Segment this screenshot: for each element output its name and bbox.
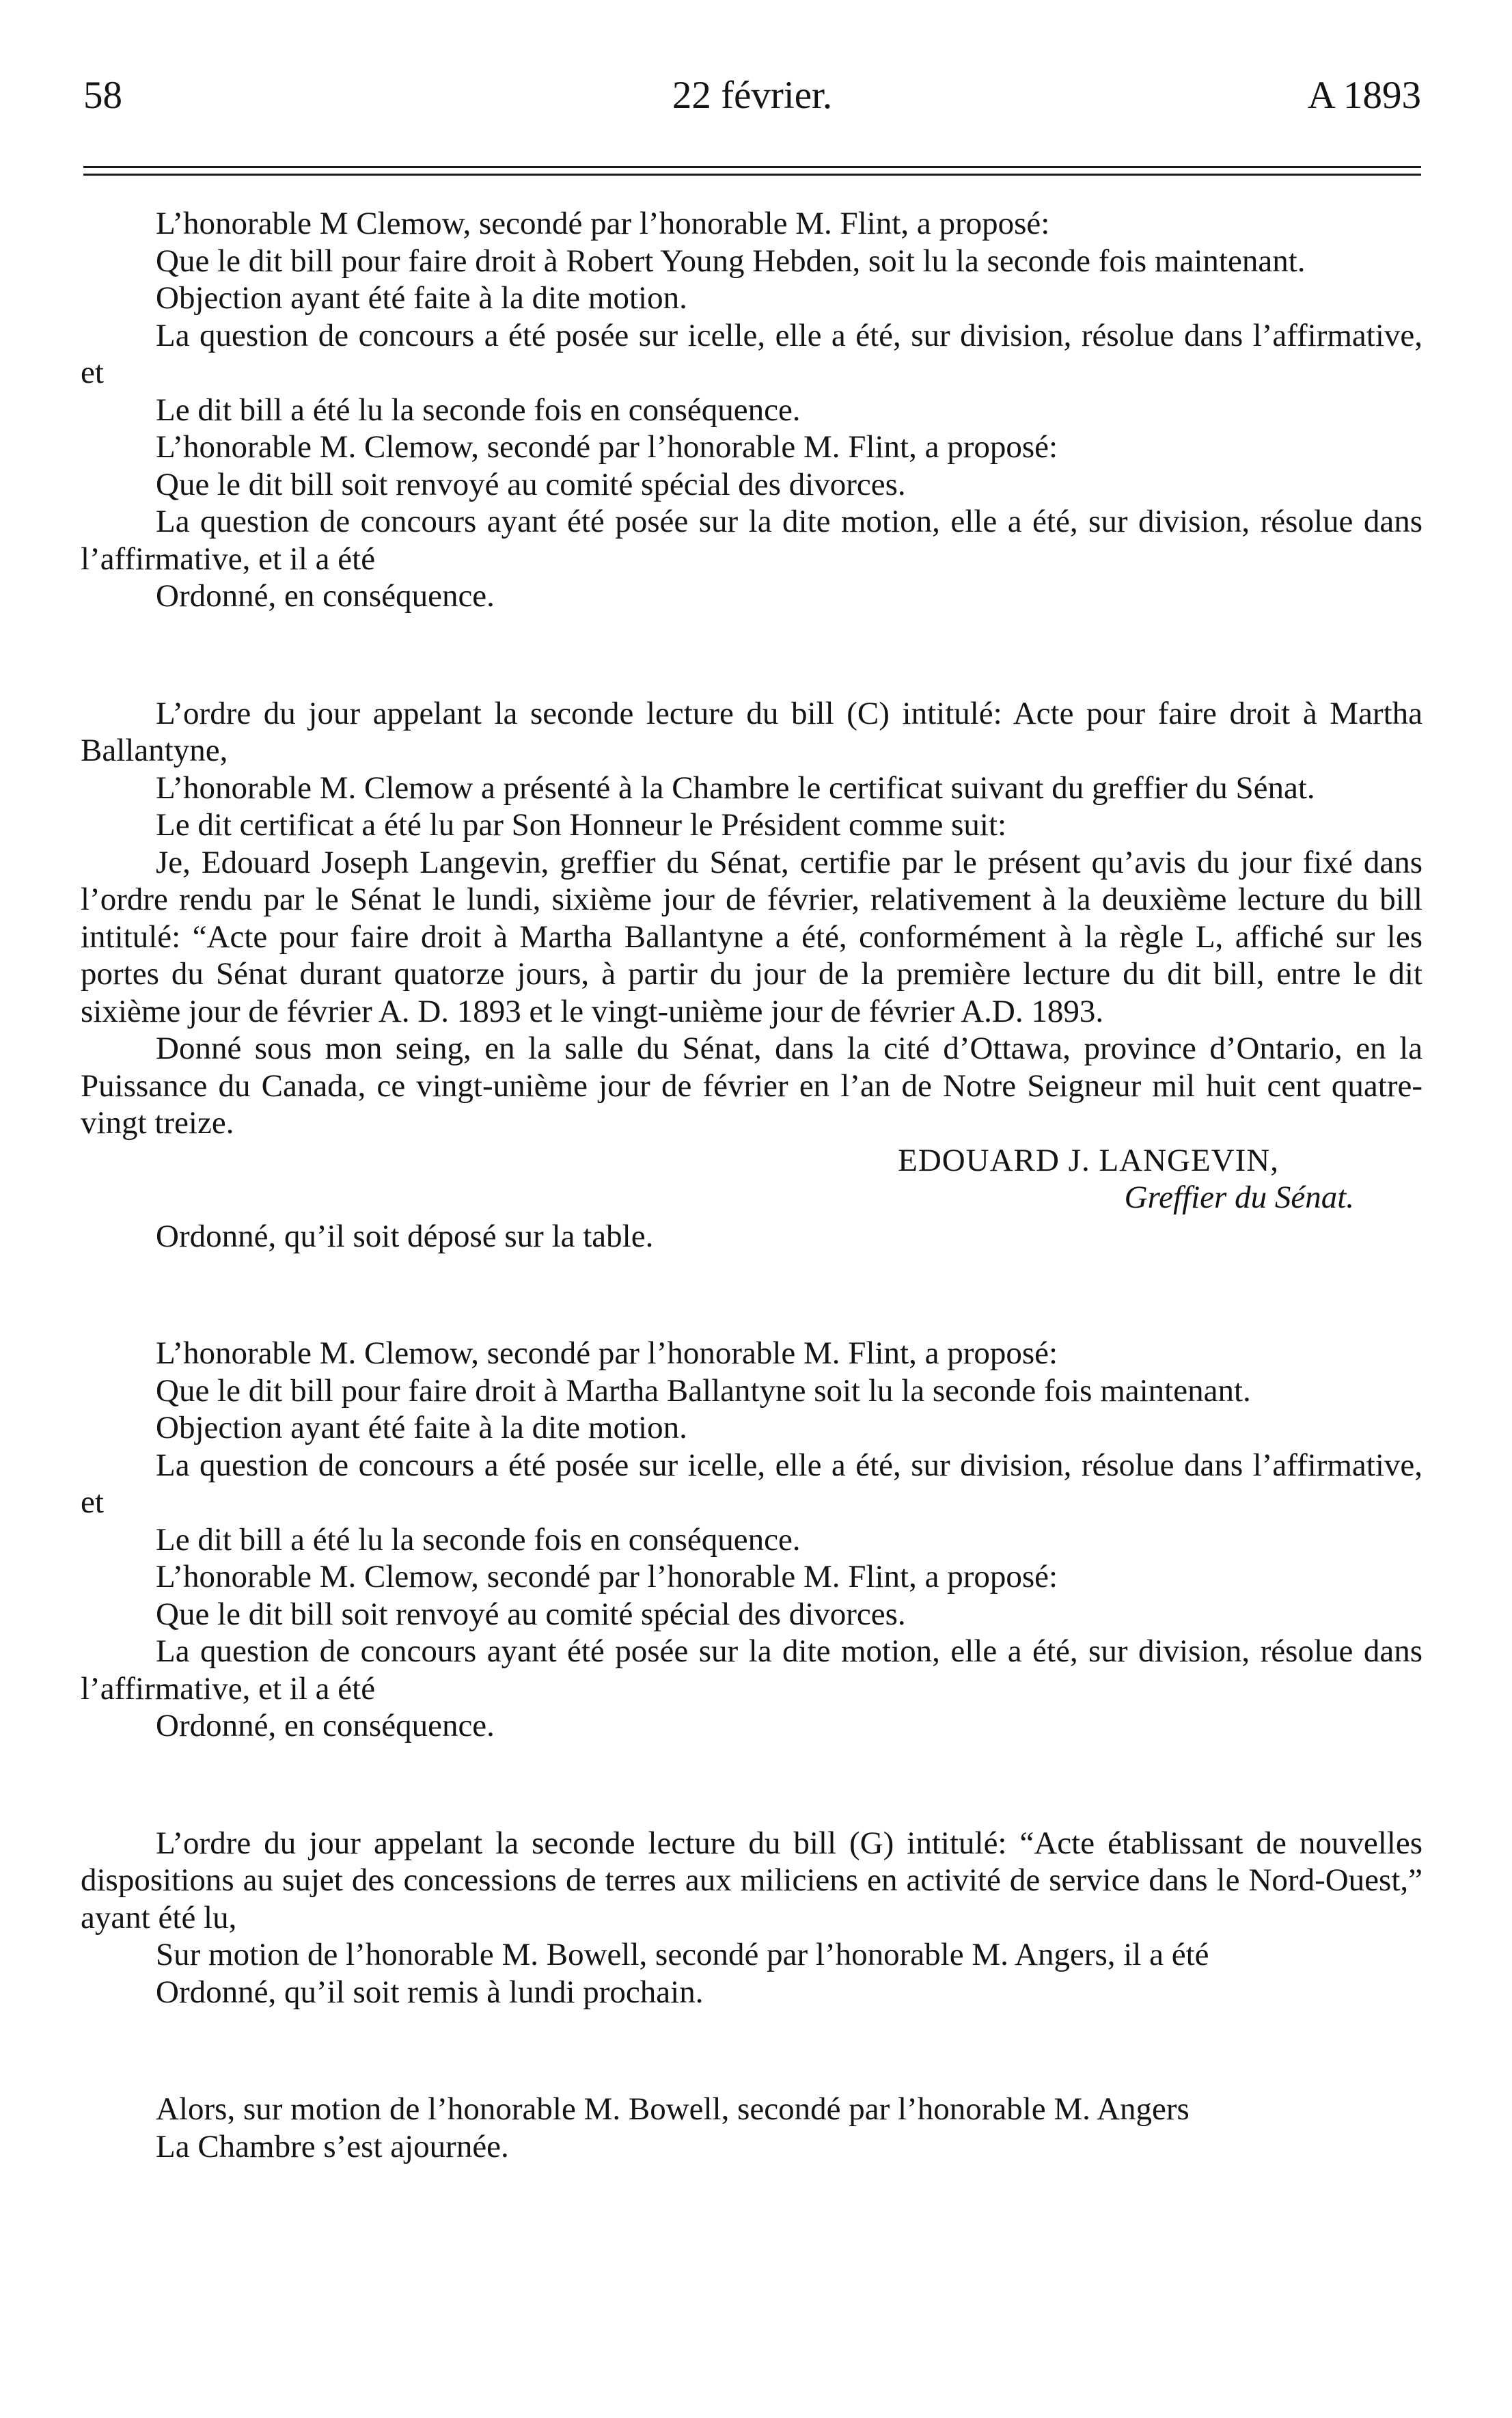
paragraph: Le dit certificat a été lu par Son Honneur le Président comme suit:: [156, 807, 1007, 843]
header-rule-bottom: [83, 174, 1421, 176]
paragraph: Alors, sur motion de l’honorable M. Bowell, secondé par l’honorable M. Angers: [156, 2091, 1190, 2127]
paragraph: Le dit bill a été lu la seconde fois en conséquence.: [156, 392, 801, 428]
certificate-paragraph: Je, Edouard Joseph Langevin, greffier du Sénat, certifie par le présent qu’avis du jour fixé dans l’ordre rendu par le Sénat le lundi, sixième jour de février, relativement à la deuxième lecture du bill intitulé: “Acte pour faire droit à Martha Ballantyne a été, conformément à la règle L, affiché sur les portes du Sénat durant quatorze jours, à partir du jour de la première lecture du dit bill, entre le dit sixième jour de février A. D. 1893 et le vingt-unième jour de février A.D. 1893.: [81, 844, 1422, 1029]
paragraph: Ordonné, en conséquence.: [156, 578, 495, 614]
paragraph: Que le dit bill pour faire droit à Robert Young Hebden, soit lu la seconde fois maintenant.: [156, 243, 1306, 279]
paragraph: Que le dit bill soit renvoyé au comité spécial des divorces.: [156, 466, 906, 502]
paragraph: L’honorable M. Clemow a présenté à la Chambre le certificat suivant du greffier du Sénat.: [156, 770, 1315, 806]
signature-name: EDOUARD J. LANGEVIN,: [898, 1142, 1279, 1178]
page-date: 22 février.: [672, 74, 833, 117]
paragraph: Ordonné, en conséquence.: [156, 1708, 495, 1743]
paragraph: L’honorable M Clemow, secondé par l’honorable M. Flint, a proposé:: [156, 206, 1050, 241]
paragraph: Que le dit bill soit renvoyé au comité spécial des divorces.: [156, 1596, 906, 1632]
paragraph: La question de concours a été posée sur icelle, elle a été, sur division, résolue dans l’affirmative, et: [81, 317, 1422, 390]
paragraph: L’ordre du jour appelant la seconde lecture du bill (G) intitulé: “Acte établissant de nouvelles dispositions au sujet des concessions de terres aux miliciens en activité de service dans le Nord-Ouest,” ayant été lu,: [81, 1825, 1422, 1935]
paragraph: L’ordre du jour appelant la seconde lecture du bill (C) intitulé: Acte pour faire droit à Martha Ballantyne,: [81, 695, 1422, 768]
paragraph: L’honorable M. Clemow, secondé par l’honorable M. Flint, a proposé:: [156, 429, 1058, 465]
page-header: [83, 72, 1421, 120]
page-body: [81, 205, 1422, 2165]
paragraph: Ordonné, qu’il soit remis à lundi prochain.: [156, 1974, 704, 2010]
certificate-paragraph: Donné sous mon seing, en la salle du Sénat, dans la cité d’Ottawa, province d’Ontario, en la Puissance du Canada, ce vingt-unième jour de février en l’an de Notre Seigneur mil huit cent quatre-vingt treize.: [81, 1031, 1422, 1141]
paragraph: Objection ayant été faite à la dite motion.: [156, 280, 687, 316]
paragraph: Objection ayant été faite à la dite motion.: [156, 1410, 687, 1445]
page-number: 58: [83, 74, 122, 117]
paragraph: La question de concours ayant été posée sur la dite motion, elle a été, sur division, résolue dans l’affirmative, et il a été: [81, 504, 1422, 577]
paragraph: Le dit bill a été lu la seconde fois en conséquence.: [156, 1521, 801, 1558]
paragraph: La question de concours ayant été posée sur la dite motion, elle a été, sur division, résolue dans l’affirmative, et il a été: [81, 1633, 1422, 1707]
paragraph: L’honorable M. Clemow, secondé par l’honorable M. Flint, a proposé:: [156, 1559, 1058, 1594]
header-rule-top: [83, 166, 1421, 168]
paragraph: Sur motion de l’honorable M. Bowell, secondé par l’honorable M. Angers, il a été: [156, 1937, 1209, 1972]
page-year: A 1893: [1307, 74, 1421, 117]
paragraph: Ordonné, qu’il soit déposé sur la table.: [156, 1218, 654, 1254]
paragraph: L’honorable M. Clemow, secondé par l’honorable M. Flint, a proposé:: [156, 1335, 1058, 1371]
signature-title: Greffier du Sénat.: [1124, 1180, 1354, 1215]
paragraph: Que le dit bill pour faire droit à Martha Ballantyne soit lu la seconde fois maintenant.: [156, 1372, 1251, 1409]
paragraph: La Chambre s’est ajournée.: [156, 2128, 509, 2164]
paragraph: La question de concours a été posée sur icelle, elle a été, sur division, résolue dans l’affirmative, et: [81, 1447, 1422, 1520]
